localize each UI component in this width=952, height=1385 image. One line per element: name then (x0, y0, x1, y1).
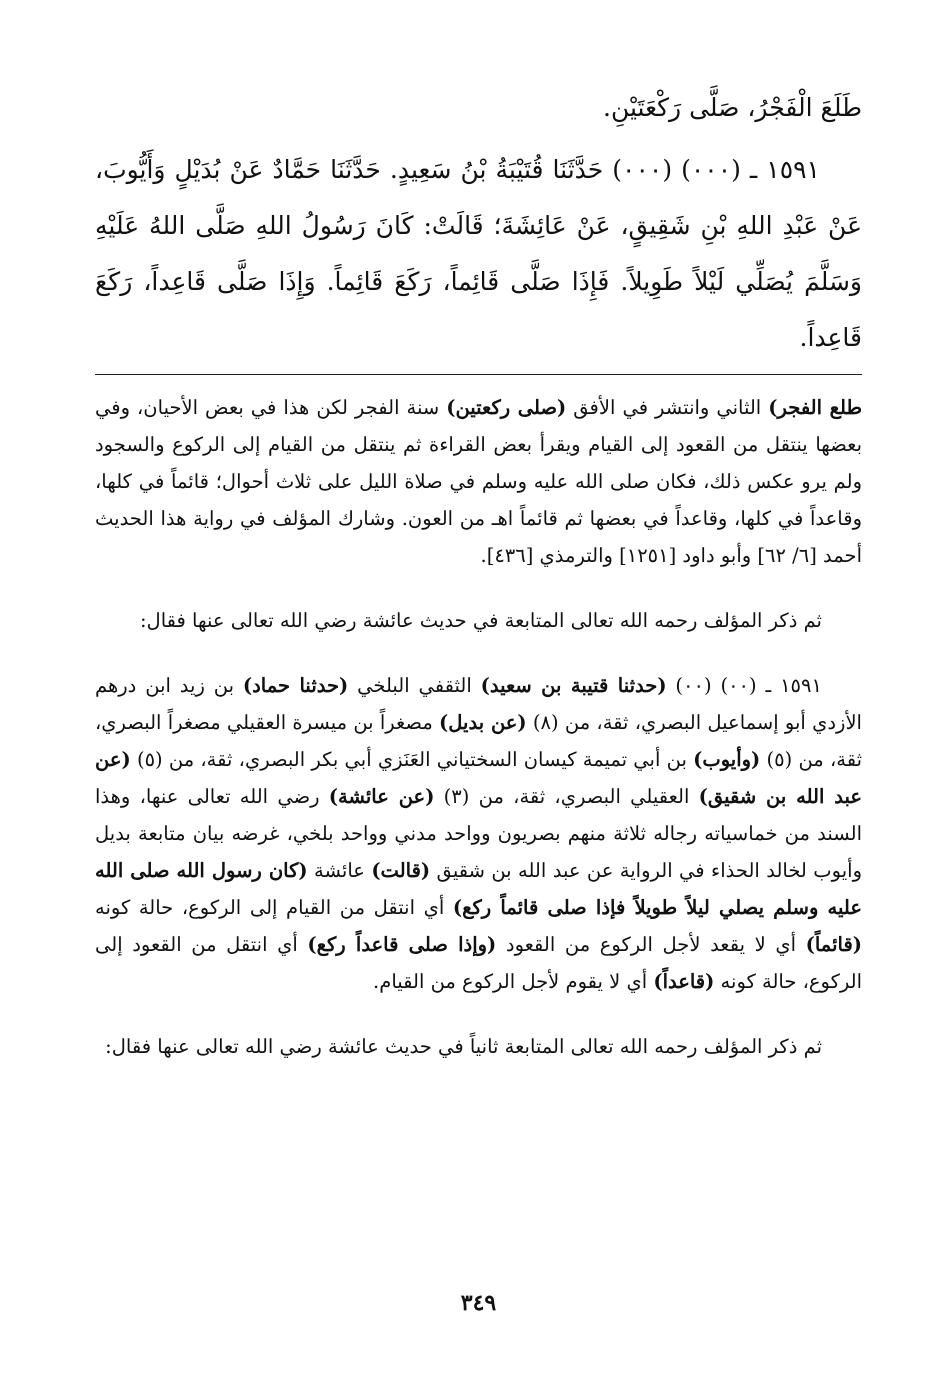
bold-phrase: (حدثنا حماد) (242, 674, 349, 697)
bold-phrase: (كان رسول الله صلى الله عليه وسلم يصلي ليلاً طويلاً فإذا صلى قائماً ركع) (95, 859, 862, 919)
hadith-1591-text: ١٥٩١ ـ (٠٠٠) (٠٠٠) حَدَّثَنَا قُتَيْبَةُ بْنُ سَعِيدٍ. حَدَّثَنَا حَمَّادٌ عَنْ بُدَيْلٍ وَأَيُّوبَ، عَنْ عَبْدِ اللهِ بْنِ شَقِيقٍ، عَنْ عَائِشَةَ؛ قَالَتْ: كَانَ رَسُولُ اللهِ صَلَّى اللهُ عَلَيْهِ وَسَلَّمَ يُصَلِّي لَيْلاً طَوِيلاً. فَإِذَا صَلَّى قَائِماً، رَكَعَ قَائِماً. وَإِذَا صَلَّى قَاعِداً، رَكَعَ قَاعِداً. (95, 155, 862, 352)
text-run: العقيلي البصري، ثقة، من (٣) (434, 785, 699, 808)
bold-phrase: (وأيوب) (693, 748, 761, 771)
text-run: عائشة (307, 859, 372, 882)
text-run: رضي الله تعالى عنها، وهذا السند من خماسياته رجاله ثلاثة منهم بصريون وواحد مدني وواحد بلخي، غرضه بيان متابعة بديل وأيوب لخالد الحذاء في الرواية عن عبد الله بن شقيق (95, 785, 862, 882)
text-run: أي لا يقوم لأجل الركوع من القيام. (373, 970, 654, 993)
page-number: ٣٤٩ (460, 1290, 497, 1316)
text-run: أي انتقل من القعود إلى الركوع، حالة كونه (95, 933, 862, 993)
bold-phrase: (عن عبد الله بن شقيق) (95, 748, 863, 808)
text-run: الثاني وانتشر في الأفق (566, 396, 769, 419)
commentary-block (95, 389, 862, 1065)
text-run: أي انتقل من القيام إلى الركوع، حالة كونه (95, 896, 453, 919)
bold-phrase: (عن عائشة) (328, 785, 435, 808)
commentary-paragraph-1 (95, 389, 862, 574)
text-run: الثقفي البلخي (348, 674, 481, 697)
text-run: بن زيد ابن درهم الأزدي أبو إسماعيل البصري، ثقة، من (٨) (95, 674, 862, 734)
mutabaa-intro-1: ثم ذكر المؤلف رحمه الله تعالى المتابعة في حديث عائشة رضي الله تعالى عنها فقال: (139, 609, 822, 632)
mutabaa-intro-2: ثم ذكر المؤلف رحمه الله تعالى المتابعة ثانياً في حديث عائشة رضي الله تعالى عنها فقال: (105, 1035, 822, 1058)
text-run: مصغراً بن ميسرة العقيلي مصغراً البصري، ثقة، من (٥) (95, 711, 862, 771)
bold-phrase: (عن بديل) (439, 711, 527, 734)
footnote-divider (95, 374, 862, 375)
text-run: سنة الفجر لكن هذا في بعض الأحيان، وفي بعضها ينتقل من القعود إلى القيام ويقرأ بعض القراءة ثم ينتقل من القيام إلى الركوع والسجود ولم يرو عكس ذلك، فكان صلى الله عليه وسلم في صلاة الليل على ثلاث أحوال؛ قائماً في كلها، وقاعداً في كلها، وقاعداً في بعضها ثم قائماً اهـ من العون. وشارك المؤلف في رواية هذا الحديث أحمد [٦/ ٦٢] وأبو داود [١٢٥١] والترمذي [٤٣٦]. (95, 396, 862, 567)
bold-phrase: (قائماً) (805, 933, 862, 956)
text-run: بن أبي تميمة كيسان السختياني العَنَزي أبي بكر البصري، ثقة، من (٥) (130, 748, 694, 771)
text-run: أي لا يقعد لأجل الركوع من القعود (496, 933, 806, 956)
hadith-previous-ending: طَلَعَ الْفَجْرُ، صَلَّى رَكْعَتَيْنِ. (603, 93, 862, 122)
bold-phrase: (قاعداً) (653, 970, 715, 993)
commentary-hadith-1591 (95, 667, 862, 1000)
text-run: ١٥٩١ ـ (٠٠) (٠٠) (666, 674, 822, 697)
hadith-text-block (95, 80, 862, 366)
bold-phrase: (صلى ركعتين) (446, 396, 567, 419)
bold-phrase: (قالت) (371, 859, 431, 882)
bold-phrase: (وإذا صلى قاعداً ركع) (307, 933, 497, 956)
book-page (95, 80, 862, 1370)
bold-phrase: (حدثنا قتيبة بن سعيد) (480, 674, 667, 697)
bold-phrase: طلع الفجر) (768, 396, 863, 419)
